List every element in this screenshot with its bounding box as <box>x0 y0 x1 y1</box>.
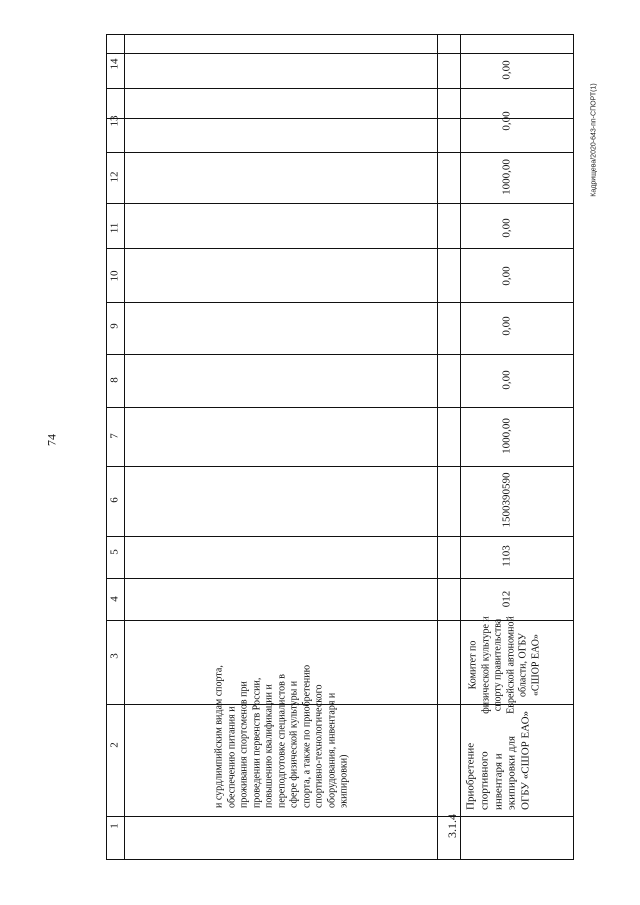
col-number-5: 5 <box>108 549 121 555</box>
row-code: 3.1.4 <box>445 814 459 838</box>
continued-description: и сурдлимпийским видам спорта, обеспечению питания и проживания спортсменов при проведении первенств России, повышению квалификации и переподготовке специалистов в сфере физической культуры и спорта, а также по приобретению спортивно-технологического оборудования, инвентаря и экипировки) <box>213 664 350 808</box>
row-divider <box>437 34 438 860</box>
row-col14: 0,00 <box>500 60 513 80</box>
col-number-1: 1 <box>108 823 121 829</box>
row-col11: 0,00 <box>500 218 513 238</box>
col-number-3: 3 <box>108 653 121 659</box>
col-number-11: 11 <box>108 222 121 234</box>
row-col8: 0,00 <box>500 370 513 390</box>
row-rzpr: 1103 <box>500 545 513 567</box>
column-divider <box>106 88 574 89</box>
column-divider <box>106 302 574 303</box>
row-col10: 0,00 <box>500 266 513 286</box>
col-number-13: 13 <box>108 115 121 127</box>
row-col9: 0,00 <box>500 316 513 336</box>
column-divider <box>106 536 574 537</box>
row-grbs: 012 <box>500 590 513 608</box>
column-divider <box>106 354 574 355</box>
column-divider <box>106 152 574 153</box>
column-divider <box>106 407 574 408</box>
column-divider <box>106 578 574 579</box>
column-divider <box>106 816 574 817</box>
col-number-4: 4 <box>108 596 121 602</box>
column-divider <box>106 466 574 467</box>
col-number-9: 9 <box>108 323 121 329</box>
row-divider <box>124 34 125 860</box>
row-executor: Комитет по физической культуре и спорту правительства Еврейской автономной области, ОГБУ «СШОР ЕАО» <box>467 616 541 714</box>
page-number: 74 <box>44 434 59 446</box>
header-divider <box>107 53 573 54</box>
col-number-6: 6 <box>108 497 121 503</box>
row-name: Приобретение спортивного инвентаря и экипировки для ОГБУ «СШОР ЕАО» <box>464 710 532 810</box>
row-col12: 1000,00 <box>500 159 513 195</box>
col-number-10: 10 <box>108 270 121 282</box>
document-code: Кадрищева/2020-643-пп-СПОРТ(1) <box>590 83 598 197</box>
col-number-12: 12 <box>108 171 121 183</box>
col-number-7: 7 <box>108 433 121 439</box>
row-divider <box>460 34 461 860</box>
row-col13: 0,00 <box>500 111 513 131</box>
col-number-2: 2 <box>108 742 121 748</box>
row-csr: 1500390590 <box>500 472 513 528</box>
column-divider <box>106 248 574 249</box>
row-col7: 1000,00 <box>500 418 513 454</box>
column-divider <box>106 203 574 204</box>
col-number-14: 14 <box>108 58 121 70</box>
col-number-8: 8 <box>108 377 121 383</box>
